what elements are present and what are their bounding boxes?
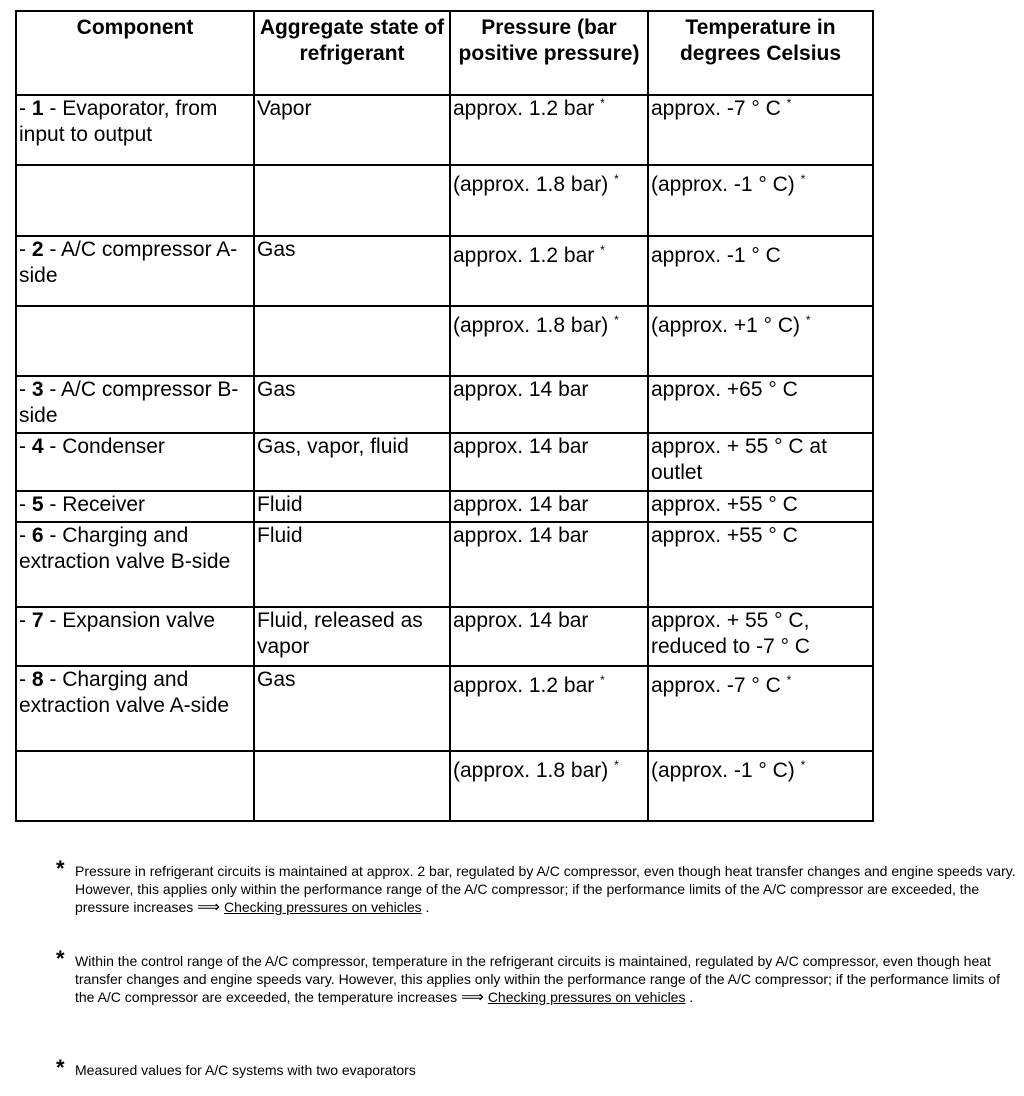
pressure-asterisk: *: [600, 96, 605, 110]
pressure-asterisk: *: [614, 172, 619, 186]
row-dash-lead: -: [19, 97, 32, 120]
temperature-value: approx. + 55 ° C at outlet: [651, 435, 827, 484]
temperature-value: (approx. +1 ° C): [651, 314, 801, 337]
aggregate-state-cell: [254, 95, 450, 165]
pressure-value: approx. 14 bar: [453, 524, 589, 547]
component-cell: [16, 751, 254, 821]
component-cell: [16, 666, 254, 751]
component-number: 1: [31, 97, 44, 120]
row-dash-lead: -: [19, 238, 32, 261]
component-name: Charging and extraction valve A-side: [19, 668, 230, 717]
temperature-cell: [648, 666, 873, 751]
pressure-value: approx. 1.2 bar: [453, 97, 595, 120]
table-row: [16, 165, 873, 236]
pressure-value: approx. 1.2 bar: [453, 674, 595, 697]
temperature-cell: [648, 95, 873, 165]
temperature-asterisk: *: [800, 172, 806, 186]
component-cell: [16, 165, 254, 236]
arrow-right-icon: ⟹: [460, 989, 484, 1006]
component-number: 4: [31, 435, 44, 458]
temperature-value: (approx. -1 ° C): [651, 173, 795, 196]
pressure-cell: [450, 306, 648, 376]
aggregate-state-cell: [254, 491, 450, 522]
component-name: Charging and extraction valve B-side: [19, 524, 231, 573]
header-aggregate-state: Aggregate state of refrigerant: [254, 11, 450, 95]
aggregate-state: Gas: [257, 378, 296, 401]
aggregate-state-cell: [254, 165, 450, 236]
temperature-cell: [648, 236, 873, 306]
temperature-cell: [648, 751, 873, 821]
temperature-cell: [648, 306, 873, 376]
aggregate-state: Fluid: [257, 524, 303, 547]
table-row: [16, 751, 873, 821]
table-row: [16, 433, 873, 491]
table-row: [16, 666, 873, 751]
header-component: Component: [16, 11, 254, 95]
component-name: Receiver: [62, 493, 146, 516]
pressure-cell: [450, 236, 648, 306]
pressure-cell: [450, 165, 648, 236]
footnote-text: Pressure in refrigerant circuits is maintained at approx. 2 bar, regulated by A/C compressor, even though heat transfer changes and engine speeds vary. However, this applies only within the performance range of the A/C compressor; if the performance limits of the A/C compressor are exceeded, the pressure increases: [75, 863, 1016, 915]
footnote-end: .: [689, 989, 694, 1005]
pressure-asterisk: *: [614, 758, 619, 772]
footnote-asterisk: *: [56, 946, 65, 971]
pressure-cell: [450, 433, 648, 491]
table-row: [16, 522, 873, 607]
temperature-cell: [648, 607, 873, 666]
aggregate-state: Fluid, released as vapor: [257, 609, 423, 658]
row-dash-lead: -: [19, 524, 32, 547]
aggregate-state-cell: [254, 751, 450, 821]
row-dash-trail: -: [43, 435, 63, 458]
temperature-value: approx. -7 ° C: [651, 97, 781, 120]
pressure-value: (approx. 1.8 bar): [453, 759, 609, 782]
component-number: 3: [31, 378, 44, 401]
pressure-asterisk: *: [614, 313, 619, 327]
temperature-value: approx. -1 ° C: [651, 244, 781, 267]
aggregate-state: Gas: [257, 668, 296, 691]
pressure-cell: [450, 491, 648, 522]
temperature-value: approx. +65 ° C: [651, 378, 798, 401]
table-row: [16, 491, 873, 522]
aggregate-state-cell: [254, 607, 450, 666]
table-row: [16, 236, 873, 306]
arrow-right-icon: ⟹: [197, 899, 221, 916]
table-header-row: [16, 11, 873, 95]
component-cell: [16, 607, 254, 666]
pressure-cell: [450, 751, 648, 821]
pressure-cell: [450, 95, 648, 165]
footnote-text: Measured values for A/C systems with two evaporators: [75, 1062, 416, 1078]
row-dash-lead: -: [19, 435, 32, 458]
aggregate-state-cell: [254, 522, 450, 607]
table-row: [16, 607, 873, 666]
temperature-asterisk: *: [786, 673, 792, 687]
pressure-value: approx. 14 bar: [453, 435, 589, 458]
pressure-value: (approx. 1.8 bar): [453, 314, 609, 337]
component-cell: [16, 433, 254, 491]
aggregate-state-cell: [254, 376, 450, 433]
component-name: Evaporator, from input to output: [19, 97, 218, 146]
component-cell: [16, 306, 254, 376]
footnote-end: .: [425, 899, 430, 915]
temperature-asterisk: *: [805, 313, 811, 327]
pressure-value: approx. 1.2 bar: [453, 244, 595, 267]
temperature-value: approx. +55 ° C: [651, 524, 798, 547]
aggregate-state-cell: [254, 236, 450, 306]
row-dash-lead: -: [19, 609, 32, 632]
row-dash-lead: -: [19, 378, 32, 401]
temperature-cell: [648, 522, 873, 607]
footnote-pressure: [56, 856, 1016, 917]
component-number: 2: [31, 238, 44, 261]
temperature-cell: [648, 165, 873, 236]
temperature-value: approx. + 55 ° C, reduced to -7 ° C: [651, 609, 810, 658]
pressure-cell: [450, 376, 648, 433]
temperature-cell: [648, 491, 873, 522]
pressure-value: approx. 14 bar: [453, 378, 589, 401]
footnote-text: Within the control range of the A/C compressor, temperature in the refrigerant circuits is maintained, regulated by A/C compressor, even though heat transfer changes and engine speeds vary. However, this applies only within the performance range of the A/C compressor; if the performance limits of the A/C compressor are exceeded, the temperature increases: [75, 953, 1000, 1005]
checking-pressures-link[interactable]: Checking pressures on vehicles: [487, 989, 686, 1005]
component-cell: [16, 376, 254, 433]
pressure-cell: [450, 666, 648, 751]
component-name: Expansion valve: [62, 609, 216, 632]
row-dash-lead: -: [19, 668, 32, 691]
row-dash-trail: -: [43, 493, 63, 516]
component-name: A/C compressor A-side: [19, 238, 238, 287]
footnote-asterisk: *: [56, 1055, 65, 1080]
temperature-value: approx. +55 ° C: [651, 493, 798, 516]
aggregate-state: Gas: [257, 238, 296, 261]
temperature-asterisk: *: [786, 96, 792, 110]
component-name: A/C compressor B-side: [19, 378, 239, 427]
temperature-value: approx. -7 ° C: [651, 674, 781, 697]
component-cell: [16, 491, 254, 522]
aggregate-state-cell: [254, 433, 450, 491]
header-pressure: Pressure (bar positive pressure): [450, 11, 648, 95]
component-cell: [16, 236, 254, 306]
aggregate-state: Fluid: [257, 493, 303, 516]
pressure-asterisk: *: [600, 673, 605, 687]
component-number: 7: [31, 609, 44, 632]
temperature-value: (approx. -1 ° C): [651, 759, 795, 782]
pressure-value: approx. 14 bar: [453, 493, 589, 516]
refrigerant-table: [15, 10, 874, 822]
component-name: Condenser: [62, 435, 165, 458]
component-cell: [16, 522, 254, 607]
footnote-temperature: [56, 946, 1016, 1007]
row-dash-trail: -: [43, 378, 62, 401]
footnote-asterisk: *: [56, 856, 65, 881]
header-temperature: Temperature in degrees Celsius: [648, 11, 873, 95]
pressure-cell: [450, 607, 648, 666]
aggregate-state: Vapor: [257, 97, 312, 120]
footnote-two-evaporators: [56, 1055, 1016, 1080]
temperature-cell: [648, 376, 873, 433]
row-dash-trail: -: [43, 524, 63, 547]
component-number: 5: [31, 493, 44, 516]
component-number: 6: [31, 524, 44, 547]
temperature-cell: [648, 433, 873, 491]
row-dash-lead: -: [19, 493, 32, 516]
row-dash-trail: -: [43, 97, 63, 120]
checking-pressures-link[interactable]: Checking pressures on vehicles: [224, 899, 422, 915]
row-dash-trail: -: [43, 668, 63, 691]
aggregate-state-cell: [254, 666, 450, 751]
aggregate-state: Gas, vapor, fluid: [257, 435, 409, 458]
pressure-cell: [450, 522, 648, 607]
pressure-value: (approx. 1.8 bar): [453, 173, 609, 196]
aggregate-state-cell: [254, 306, 450, 376]
pressure-value: approx. 14 bar: [453, 609, 589, 632]
row-dash-trail: -: [43, 238, 62, 261]
component-number: 8: [31, 668, 44, 691]
pressure-asterisk: *: [600, 243, 605, 257]
temperature-asterisk: *: [800, 758, 806, 772]
component-cell: [16, 95, 254, 165]
row-dash-trail: -: [43, 609, 63, 632]
table-row: [16, 306, 873, 376]
table-row: [16, 376, 873, 433]
table-row: [16, 95, 873, 165]
